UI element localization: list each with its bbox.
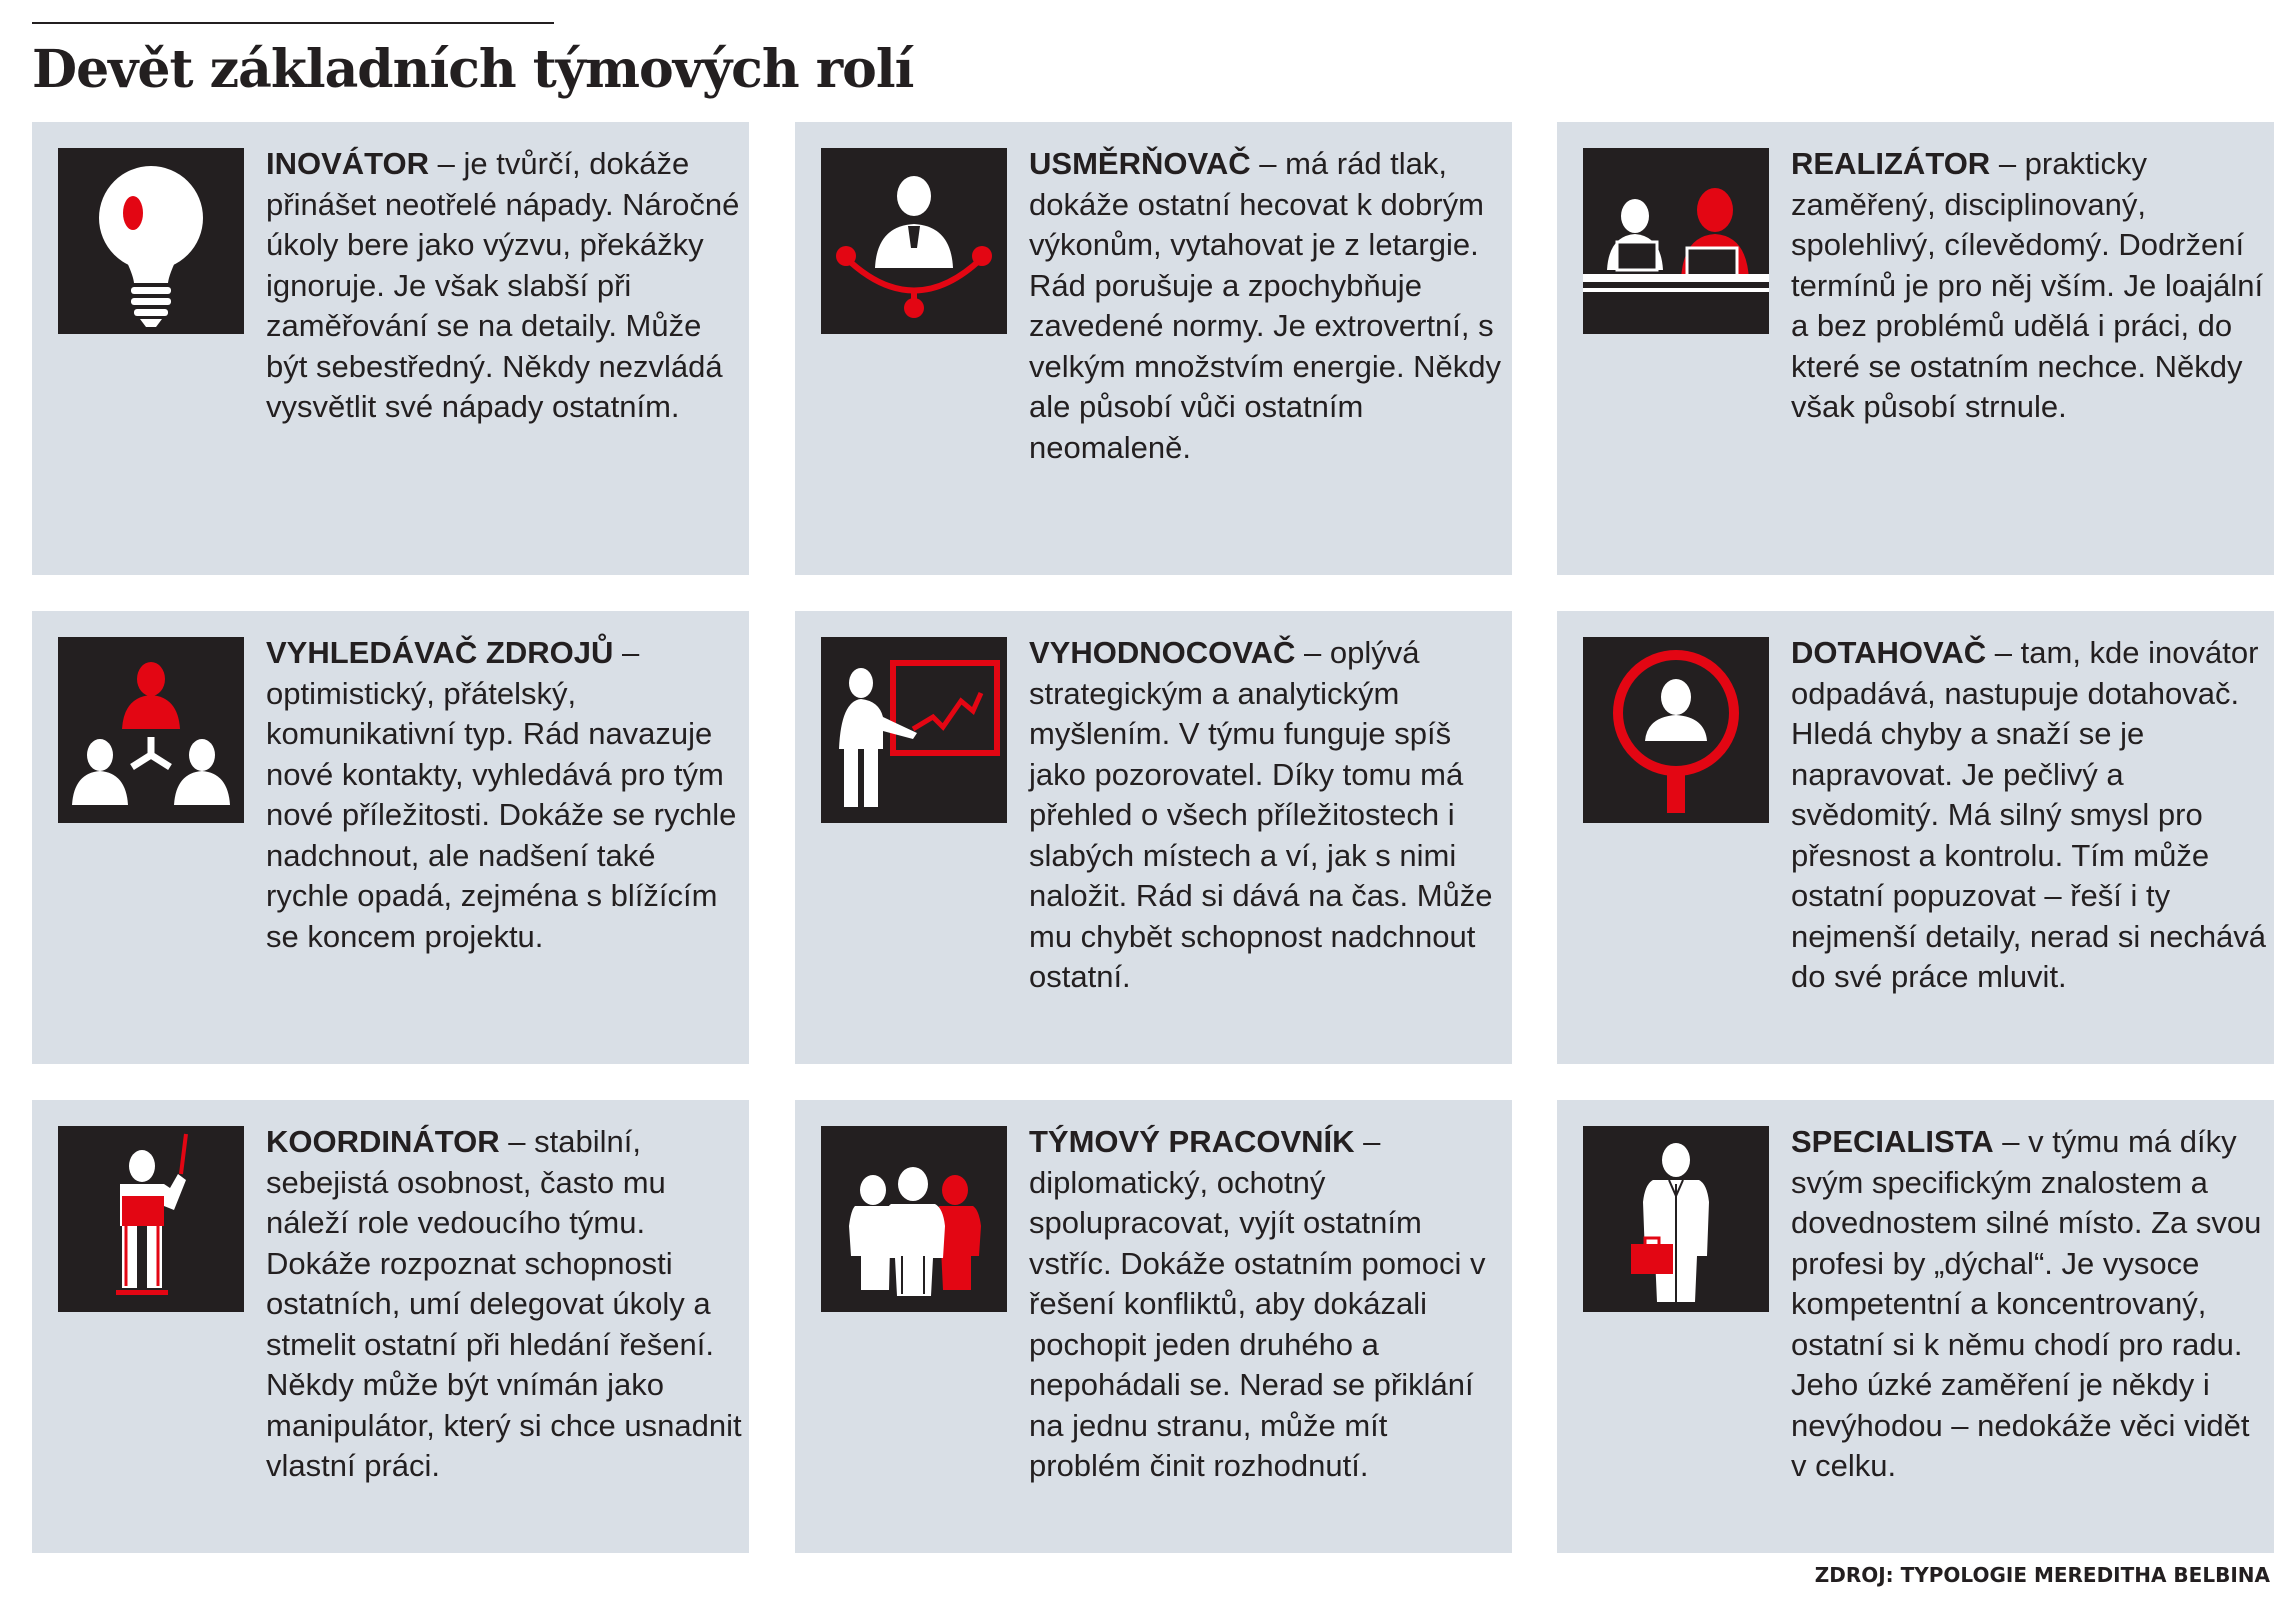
role-description: – v týmu má díky svým specifickým znalostem a dovednostem silné místo. Za svou profesi by „dýchal“. Je vysoce kompetentní a koncentrovaný, ostatní si k němu chodí pro radu. Jeho úzké zaměření je někdy i nevýhodou – nedokáže věci vidět v celku. bbox=[1791, 1124, 2262, 1483]
role-card-tymovy-pracovnik bbox=[795, 1100, 1512, 1553]
role-description: – oplývá strategickým a analytickým myšlením. V týmu funguje spíš jako pozorovatel. Díky tomu má přehled o všech příležitostech i slabých místech a ví, jak s nimi naložit. Rád si dává na čas. Může mu chybět schopnost nadchnout ostatní. bbox=[1029, 635, 1493, 994]
role-card-koordinator bbox=[32, 1100, 749, 1553]
role-card-inovator bbox=[32, 122, 749, 575]
role-name: REALIZÁTOR bbox=[1791, 146, 1991, 181]
connected-people-icon bbox=[58, 637, 244, 823]
magnifier-person-icon bbox=[1583, 637, 1769, 823]
role-text bbox=[266, 144, 744, 428]
source-note: ZDROJ: TYPOLOGIE MEREDITHA BELBINA bbox=[1814, 1563, 2270, 1587]
specialist-with-briefcase-icon bbox=[1583, 1126, 1769, 1312]
role-text bbox=[266, 1122, 744, 1487]
role-card-realizator bbox=[1557, 122, 2274, 575]
role-card-vyhledavac-zdroju bbox=[32, 611, 749, 1064]
role-text bbox=[1029, 1122, 1507, 1487]
person-network-icon bbox=[821, 148, 1007, 334]
role-text bbox=[1791, 1122, 2269, 1487]
top-rule bbox=[32, 22, 554, 24]
role-name: INOVÁTOR bbox=[266, 146, 430, 181]
role-name: DOTAHOVAČ bbox=[1791, 635, 1987, 670]
role-name: VYHLEDÁVAČ ZDROJŮ bbox=[266, 635, 614, 670]
role-card-usmernovac bbox=[795, 122, 1512, 575]
role-description: – má rád tlak, dokáže ostatní hecovat k dobrým výkonům, vytahovat je z letargie. Rád porušuje a zpochybňuje zavedené normy. Je extrovertní, s velkým množstvím energie. Někdy ale působí vůči ostatním neomaleně. bbox=[1029, 146, 1502, 465]
role-name: TÝMOVÝ PRACOVNÍK bbox=[1029, 1124, 1355, 1159]
role-name: KOORDINÁTOR bbox=[266, 1124, 500, 1159]
role-card-specialista bbox=[1557, 1100, 2274, 1553]
role-description: – stabilní, sebejistá osobnost, často mu náleží role vedoucího týmu. Dokáže rozpoznat schopnosti ostatních, umí delegovat úkoly a stmelit ostatní při hledání řešení. Někdy může být vnímán jako manipulátor, který si chce usnadnit vlastní práci. bbox=[266, 1124, 742, 1483]
role-text bbox=[1791, 144, 2269, 428]
role-description: – prakticky zaměřený, disciplinovaný, spolehlivý, cílevědomý. Dodržení termínů je pro něj vším. Je loajální a bez problémů udělá i práci, do které se ostatním nechce. Někdy však působí strnule. bbox=[1791, 146, 2264, 424]
group-of-people-icon bbox=[821, 1126, 1007, 1312]
page-title: Devět základních týmových rolí bbox=[32, 39, 914, 100]
role-description: – optimistický, přátelský, komunikativní typ. Rád navazuje nové kontakty, vyhledává pro tým nové příležitosti. Dokáže se rychle nadchnout, ale nadšení také rychle opadá, zejména s blížícím se koncem projektu. bbox=[266, 635, 737, 954]
role-description: – je tvůrčí, dokáže přinášet neotřelé nápady. Náročné úkoly bere jako výzvu, překážky ignoruje. Je však slabší při zaměřování se na detaily. Může být sebestředný. Někdy nezvládá vysvětlit své nápady ostatním. bbox=[266, 146, 740, 424]
conductor-icon bbox=[58, 1126, 244, 1312]
role-card-vyhodnocovac bbox=[795, 611, 1512, 1064]
presenter-chart-icon bbox=[821, 637, 1007, 823]
role-text bbox=[266, 633, 744, 957]
role-description: – diplomatický, ochotný spolupracovat, vyjít ostatním vstříc. Dokáže ostatním pomoci v řešení konfliktů, aby dokázali pochopit jeden druhého a nepohádali se. Nerad se přiklání na jednu stranu, může mít problém činit rozhodnutí. bbox=[1029, 1124, 1486, 1483]
role-text bbox=[1791, 633, 2269, 998]
role-text bbox=[1029, 633, 1507, 998]
role-name: USMĚRŇOVAČ bbox=[1029, 146, 1251, 181]
role-name: VYHODNOCOVAČ bbox=[1029, 635, 1296, 670]
role-description: – tam, kde inovátor odpadává, nastupuje dotahovač. Hledá chyby a snaží se je napravovat. Je pečlivý a svědomitý. Má silný smysl pro přesnost a kontrolu. Tím může ostatní popuzovat – řeší i ty nejmenší detaily, nerad si nechává do své práce mluvit. bbox=[1791, 635, 2267, 994]
light-bulb-icon bbox=[58, 148, 244, 334]
people-at-laptops-icon bbox=[1583, 148, 1769, 334]
role-name: SPECIALISTA bbox=[1791, 1124, 1994, 1159]
role-text bbox=[1029, 144, 1507, 468]
role-card-dotahovac bbox=[1557, 611, 2274, 1064]
